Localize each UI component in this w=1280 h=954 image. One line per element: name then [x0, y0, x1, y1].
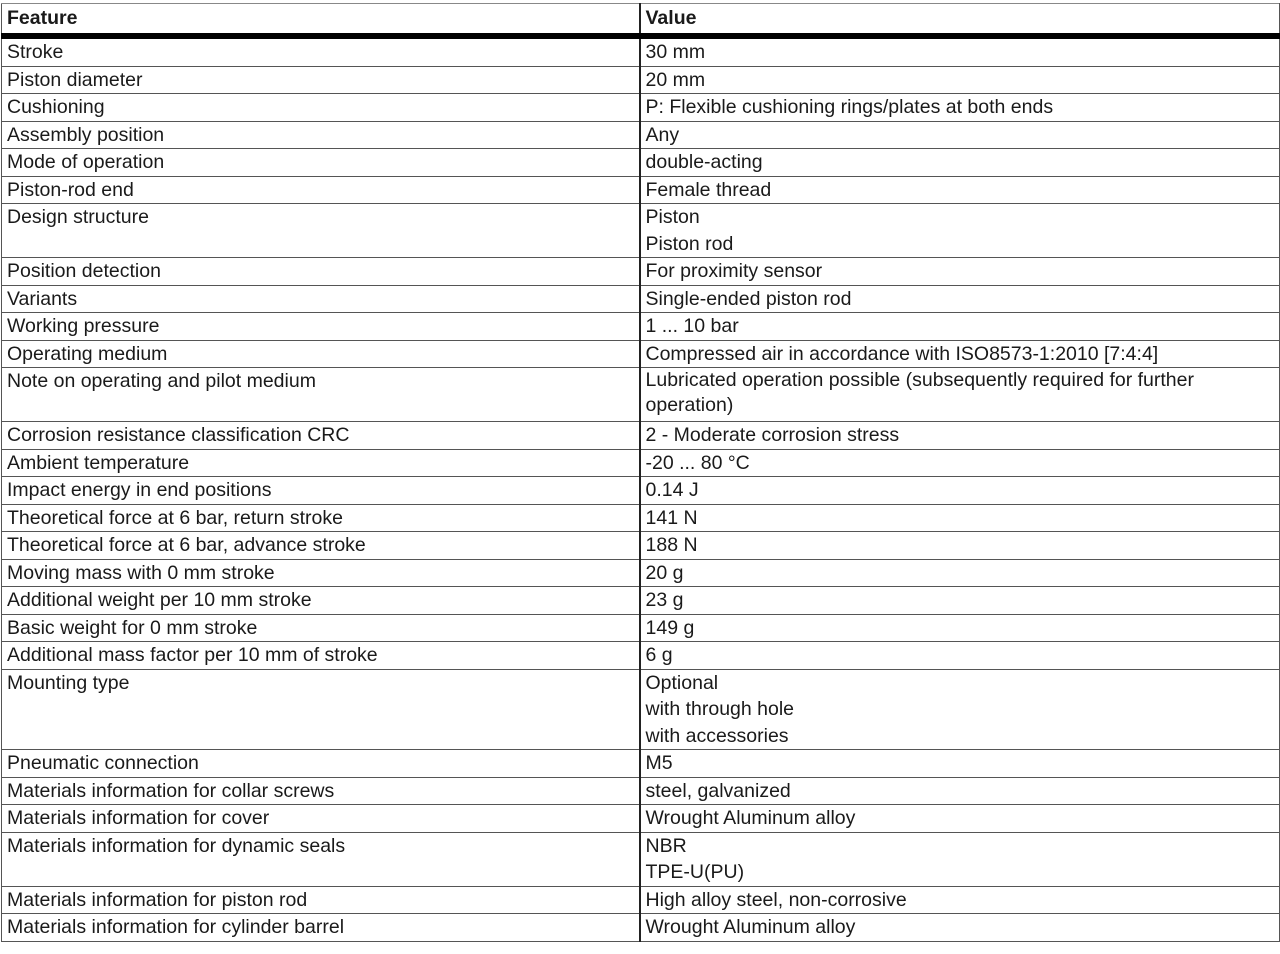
value-cell	[640, 832, 1280, 886]
feature-label: Theoretical force at 6 bar, advance stroke	[7, 534, 366, 556]
feature-label: Variants	[7, 287, 78, 310]
feature-label: Mounting type	[7, 671, 130, 694]
header-feature: Feature	[2, 4, 640, 37]
value-text: 20 mm	[645, 68, 706, 91]
value-text: Female thread	[645, 178, 772, 201]
feature-label: Operating medium	[7, 342, 168, 365]
feature-cell	[2, 204, 640, 258]
value-text: NBR	[645, 834, 687, 857]
spec-table	[1, 3, 1280, 942]
table-row	[2, 614, 1280, 642]
feature-cell	[2, 532, 640, 560]
value-cell	[640, 66, 1280, 94]
table-row	[2, 886, 1280, 914]
table-row	[2, 750, 1280, 778]
feature-label: Ambient temperature	[7, 451, 190, 474]
value-cell	[640, 258, 1280, 286]
table-row	[2, 176, 1280, 204]
value-cell	[640, 176, 1280, 204]
value-cell	[640, 750, 1280, 778]
value-cell	[640, 313, 1280, 341]
feature-label: Design structure	[7, 206, 149, 228]
feature-cell	[2, 285, 640, 313]
feature-cell	[2, 94, 640, 122]
value-text: -20 ... 80 °C	[645, 451, 750, 474]
value-cell	[640, 559, 1280, 587]
value-text: 23 g	[645, 589, 684, 611]
value-text: Single-ended piston rod	[645, 287, 852, 310]
value-text: 1 ... 10 bar	[645, 315, 739, 337]
feature-cell	[2, 368, 640, 422]
table-body	[2, 36, 1280, 941]
table-row	[2, 777, 1280, 805]
feature-cell	[2, 805, 640, 833]
table-row	[2, 477, 1280, 505]
feature-label: Stroke	[7, 41, 64, 63]
table-row	[2, 669, 1280, 750]
value-cell	[640, 368, 1280, 422]
feature-cell	[2, 914, 640, 942]
feature-cell	[2, 449, 640, 477]
feature-label: Additional mass factor per 10 mm of stroke	[7, 644, 378, 666]
value-cell	[640, 449, 1280, 477]
feature-cell	[2, 669, 640, 750]
value-text: 149 g	[645, 616, 695, 639]
value-text: Compressed air in accordance with ISO8573-1:2010 [7:4:4]	[645, 342, 1159, 365]
feature-cell	[2, 777, 640, 805]
table-row	[2, 914, 1280, 942]
table-row	[2, 36, 1280, 66]
feature-cell	[2, 587, 640, 615]
feature-cell	[2, 66, 640, 94]
feature-label: Basic weight for 0 mm stroke	[7, 616, 258, 639]
value-text: Wrought Aluminum alloy	[645, 807, 856, 829]
feature-label: Materials information for piston rod	[7, 888, 308, 911]
table-row	[2, 642, 1280, 670]
feature-cell	[2, 340, 640, 368]
feature-label: Materials information for cylinder barrel	[7, 916, 345, 938]
feature-label: Impact energy in end positions	[7, 479, 272, 501]
value-cell	[640, 285, 1280, 313]
feature-cell	[2, 313, 640, 341]
table-row	[2, 368, 1280, 422]
feature-cell	[2, 176, 640, 204]
feature-cell	[2, 504, 640, 532]
header-row	[2, 4, 1280, 37]
table-row	[2, 121, 1280, 149]
table-row	[2, 805, 1280, 833]
value-cell	[640, 587, 1280, 615]
value-cell	[640, 94, 1280, 122]
value-text: 188 N	[645, 534, 698, 556]
table-row	[2, 66, 1280, 94]
table-row	[2, 559, 1280, 587]
value-cell	[640, 642, 1280, 670]
value-text: 20 g	[645, 561, 684, 584]
table-row	[2, 94, 1280, 122]
feature-cell	[2, 832, 640, 886]
value-text: High alloy steel, non-corrosive	[645, 888, 907, 911]
value-text: with through hole	[645, 698, 795, 720]
table-row	[2, 204, 1280, 258]
feature-label: Materials information for dynamic seals	[7, 834, 346, 857]
feature-cell	[2, 477, 640, 505]
value-text: TPE-U(PU)	[645, 861, 745, 883]
value-text: Wrought Aluminum alloy	[645, 916, 856, 938]
value-text: 141 N	[645, 506, 698, 529]
value-cell	[640, 777, 1280, 805]
value-cell	[640, 614, 1280, 642]
value-text: 6 g	[645, 644, 673, 666]
feature-cell	[2, 36, 640, 66]
value-cell	[640, 204, 1280, 258]
value-text: Optional	[645, 671, 719, 694]
value-cell	[640, 532, 1280, 560]
value-cell	[640, 121, 1280, 149]
feature-label: Additional weight per 10 mm stroke	[7, 589, 312, 611]
feature-label: Piston diameter	[7, 68, 143, 91]
feature-cell	[2, 614, 640, 642]
table-row	[2, 285, 1280, 313]
feature-label: Pneumatic connection	[7, 752, 199, 774]
value-cell	[640, 340, 1280, 368]
value-cell	[640, 914, 1280, 942]
value-text: with accessories	[645, 724, 789, 747]
feature-label: Mode of operation	[7, 151, 165, 173]
value-text: steel, galvanized	[645, 779, 791, 802]
table-row	[2, 532, 1280, 560]
feature-label: Piston-rod end	[7, 178, 134, 201]
value-cell	[640, 504, 1280, 532]
value-cell	[640, 422, 1280, 450]
table-row	[2, 149, 1280, 177]
feature-label: Working pressure	[7, 315, 160, 337]
value-text: P: Flexible cushioning rings/plates at both ends	[645, 96, 1054, 118]
table-row	[2, 587, 1280, 615]
value-text: M5	[645, 752, 673, 774]
feature-cell	[2, 559, 640, 587]
feature-cell	[2, 886, 640, 914]
value-text: For proximity sensor	[645, 260, 823, 282]
feature-label: Assembly position	[7, 123, 165, 146]
table-row	[2, 422, 1280, 450]
value-cell	[640, 805, 1280, 833]
feature-cell	[2, 750, 640, 778]
value-text: Lubricated operation possible (subsequently required for further operation)	[645, 369, 1194, 416]
feature-label: Position detection	[7, 260, 161, 282]
table-row	[2, 258, 1280, 286]
feature-cell	[2, 258, 640, 286]
value-cell	[640, 477, 1280, 505]
feature-cell	[2, 121, 640, 149]
feature-label: Note on operating and pilot medium	[7, 370, 316, 392]
value-text: 30 mm	[645, 41, 706, 63]
value-cell	[640, 149, 1280, 177]
feature-cell	[2, 422, 640, 450]
header-value: Value	[640, 4, 1280, 37]
value-text: Piston	[645, 206, 700, 228]
table-row	[2, 449, 1280, 477]
table-row	[2, 313, 1280, 341]
value-text: Any	[645, 123, 680, 146]
feature-label: Theoretical force at 6 bar, return stroke	[7, 506, 343, 529]
value-text: double-acting	[645, 151, 763, 173]
table-header	[2, 4, 1280, 37]
table-row	[2, 504, 1280, 532]
feature-label: Cushioning	[7, 96, 105, 118]
feature-label: Corrosion resistance classification CRC	[7, 424, 350, 446]
feature-cell	[2, 642, 640, 670]
value-cell	[640, 669, 1280, 750]
feature-label: Moving mass with 0 mm stroke	[7, 561, 275, 584]
table-row	[2, 832, 1280, 886]
value-text: 2 - Moderate corrosion stress	[645, 424, 900, 446]
value-text: 0.14 J	[645, 479, 699, 501]
feature-label: Materials information for cover	[7, 807, 270, 829]
table-row	[2, 340, 1280, 368]
value-cell	[640, 886, 1280, 914]
feature-label: Materials information for collar screws	[7, 779, 335, 802]
value-cell	[640, 36, 1280, 66]
value-text: Piston rod	[645, 232, 734, 255]
feature-cell	[2, 149, 640, 177]
